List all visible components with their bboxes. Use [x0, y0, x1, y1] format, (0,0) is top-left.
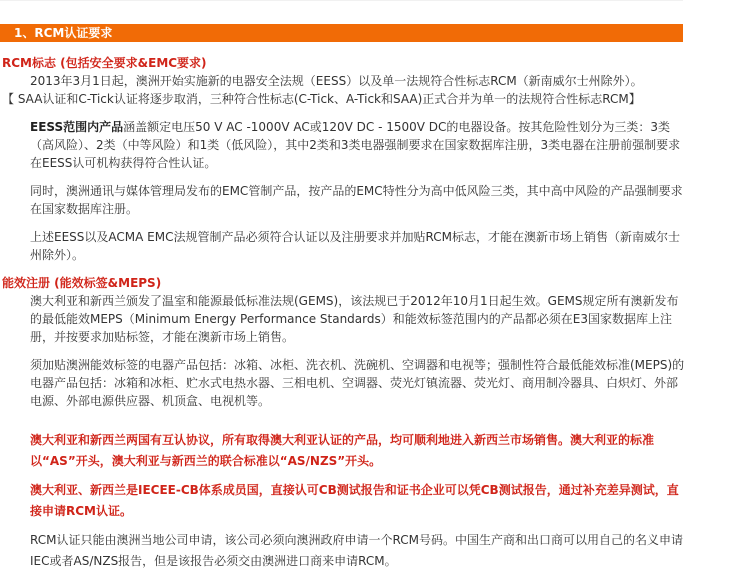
eess-scope-text: 涵盖额定电压50 V AC -1000V AC或120V DC - 1500V DC的电器设备。按其危险性划分为三类：3类（高风险）、2类（中等风险）和1类（低风险），其中2类和3类电器强制要求在国家数据库注册，3类电器在注册前强制要求在EESS认可机构获得符合性认证。: [30, 120, 681, 170]
eess-scope-label: EESS范围内产品: [30, 120, 124, 134]
rcm-paragraph-3: 同时，澳洲通讯与媒体管理局发布的EMC管制产品，按产品的EMC特性分为高中低风险三类，其中高中风险的产品强制要求在国家数据库注册。: [30, 184, 683, 216]
mutual-recognition-note: 澳大利亚和新西兰两国有互认协议，所有取得澳大利亚认证的产品，均可顺利地进入新西兰市场销售。澳大利亚的标准以“AS”开头，澳大利亚与新西兰的联合标准以“AS/NZS”开头。: [30, 433, 655, 468]
meps-paragraph-1: 澳大利亚和新西兰颁发了温室和能源最低标准法规(GEMS)，该法规已于2012年10月1日起生效。GEMS规定所有澳新发布的最低能效MEPS（Minimum Energy Performance Standards）和能效标签范围内的产品都必须在E3国家数据库上注册，并按要求加贴标签，才能在澳新市场上销售。: [30, 294, 679, 344]
rcm-paragraph-1-note: 【 SAA认证和C-Tick认证将逐步取消，三种符合性标志(C-Tick、A-Tick和SAA)正式合并为单一的法规符合性标志RCM】: [2, 92, 641, 106]
meps-paragraph-2: 须加贴澳洲能效标签的电器产品包括：冰箱、冰柜、洗衣机、洗碗机、空调器和电视等；强制性符合最低能效标准(MEPS)的电器产品包括：冰箱和冰柜、贮水式电热水器、三相电机、空调器、荧光灯镇流器、荧光灯、商用制冷器具、白炽灯、外部电源、外部电源供应器、机顶盒、电视机等。: [30, 358, 685, 408]
iecee-cb-note: 澳大利亚、新西兰是IECEE-CB体系成员国，直接认可CB测试报告和证书企业可以凭CB测试报告，通过补充差异测试，直接申请RCM认证。: [30, 483, 679, 518]
rcm-heading: RCM标志 (包括安全要求&EMC要求): [2, 56, 207, 70]
rcm-paragraph-1: 2013年3月1日起，澳洲开始实施新的电器安全法规（EESS）以及单一法规符合性标志RCM（新南威尔士州除外）。: [30, 74, 643, 88]
rcm-application-note: RCM认证只能由澳洲当地公司申请，该公司必须向澳洲政府申请一个RCM号码。中国生产商和出口商可以用自己的名义申请IEC或者AS/NZS报告，但是该报告必须交由澳洲进口商来申请RCM。: [30, 533, 683, 568]
rcm-paragraph-2: [2, 118, 688, 172]
article-body: [2, 54, 688, 572]
rcm-paragraph-4: 上述EESS以及ACMA EMC法规管制产品必须符合认证以及注册要求并加贴RCM标志，才能在澳新市场上销售（新南威尔士州除外）。: [30, 230, 680, 262]
meps-heading: 能效注册 (能效标签&MEPS): [2, 276, 162, 290]
section-title-bar: 1、RCM认证要求: [0, 24, 683, 42]
top-divider: [0, 0, 683, 1]
